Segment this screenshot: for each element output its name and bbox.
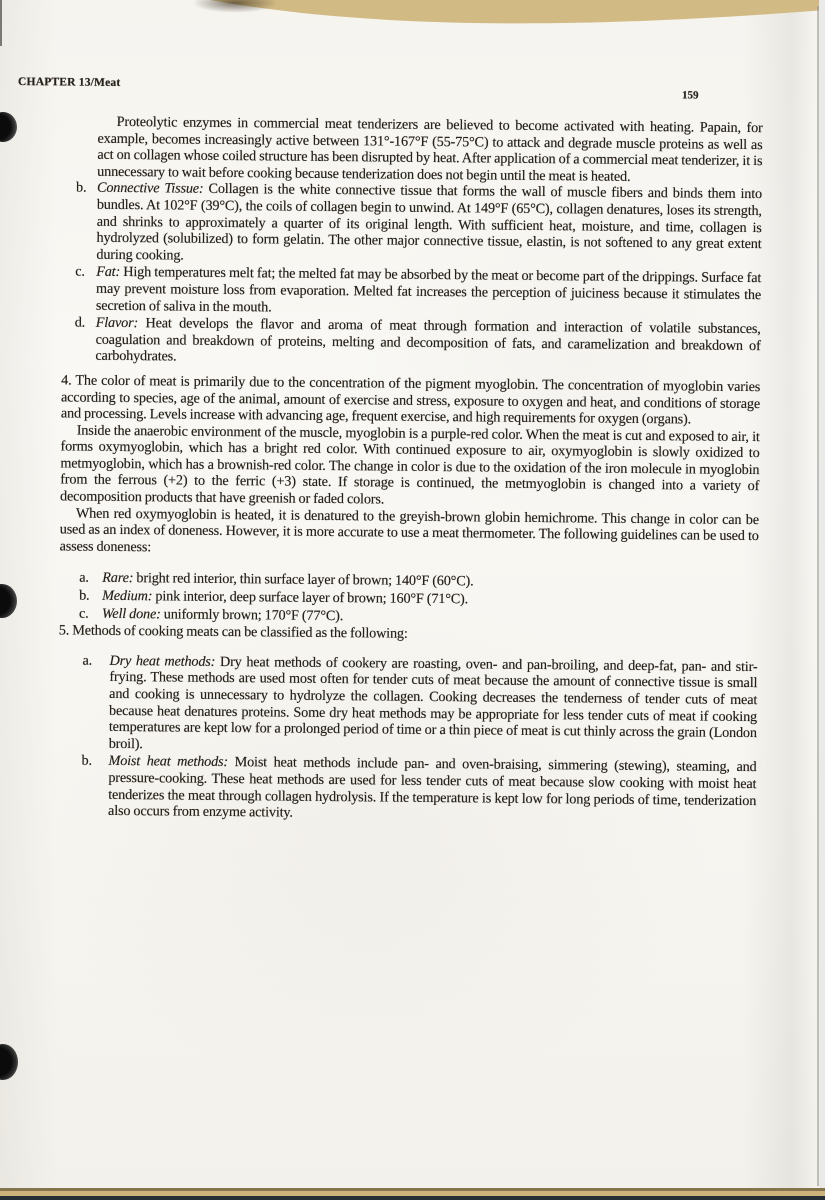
- item-text: [109, 653, 758, 759]
- item-body: Collagen is the white connective tissue that forms the wall of muscle fibers and binds them into bundles. At 102°F (39°C), the coils of collagen begin to unwind. At 149°F (65°C), collagen denatures, loses its strength, and shrinks to approximately a quarter of its original length. With sufficient heat, moisture, and time, collagen is hydrolyzed (solubilized) to form gelatin. The other major connective tissue, elastin, is not softened to any great extent during cooking.: [96, 181, 763, 264]
- item-text: [96, 180, 762, 269]
- paragraph-myoglobin: [61, 372, 760, 428]
- paragraph-anaerobic: Inside the anaerobic environment of the muscle, myoglobin is a purple-red color. When the meat is cut and exposed to air, it forms oxymyoglobin, which has a bright red color. With continued exposure to air, oxymyoglobin is slowly oxidized to metmyoglobin, which has a brownish-red color. The change in color is due to the oxidation of the iron molecule in myoglobin from the ferrous (+2) to the ferric (+3) state. If storage is continued, the metmyoglobin is changed into a variety of decomposition products that have greenish or faded colors.: [60, 422, 760, 508]
- item-label: a.: [79, 570, 89, 587]
- item-lead: Fat:: [96, 264, 121, 281]
- item-body: bright red interior, thin surface layer of brown; 140°F (60°C).: [136, 570, 474, 590]
- list-item-flavor: [74, 315, 760, 371]
- item-label: a.: [82, 652, 93, 669]
- doneness-list: [59, 570, 758, 628]
- paragraph-hemichrome: When red oxymyoglobin is heated, it is denatured to the greyish-brown globin hemichrome. This change in color can be used as an index of doneness. However, it is more accurate to use a meat thermometer. The following guidelines can be used to assess doneness:: [59, 505, 759, 556]
- item-label: b.: [75, 179, 87, 197]
- item-body: Dry heat methods of cookery are roasting, oven- and pan-broiling, and deep-fat, pan- and stir-frying. These methods are used most often for tender cuts of meat because the amount of connective tissue is small and cooking is unnecessary to hydrolyze the collagen. Cooking decreases the tenderness of tender cuts of meat because heat denatures proteins. Some dry heat methods may be appropriate for less tender cuts of meat if cooking temperatures are kept low for a prolonged period of time or a thin piece of meat is cut thinly across the grain (London broil).: [108, 653, 758, 752]
- item-body: Moist heat methods include pan- and oven-braising, simmering (stewing), steaming, and pressure-cooking. These heat methods are used for less tender cuts of meat because slow cooking with moist heat tenderizes the meat through collagen hydrolysis. If the temperature is kept low for long periods of time, tenderization also occurs from enzyme activity.: [108, 754, 757, 821]
- item-label: b.: [81, 752, 92, 770]
- item-label: c.: [78, 605, 89, 622]
- item-lead: Moist heat methods:: [108, 753, 229, 771]
- page-number: 159: [681, 89, 699, 102]
- item-lead: Well done:: [101, 605, 161, 622]
- list-item-moist-heat: [81, 753, 757, 826]
- item-lead: Medium:: [102, 587, 153, 605]
- text-body: [57, 113, 763, 826]
- cooking-methods-list: [57, 652, 758, 826]
- paragraph-proteolytic: Proteolytic enzymes in commercial meat tenderizers are believed to become activated with heating. Papain, for example, becomes increasingly active between 131°-167°F (55-75°C) to attack and degrade muscle proteins as well as act on collagen whose coiled structure has been disrupted by heat. After application of a commercial meat tenderizer, it is unnecessary to wait before cooking because tenderization does not begin until the meat is heated.: [97, 113, 763, 185]
- item-body: High temperatures melt fat; the melted fat may be absorbed by the meat or become part of the drippings. Surface fat may prevent moisture loss from evaporation. Melted fat increases the perception of juiciness because it stimulates the secretion of saliva in the mouth.: [95, 264, 762, 315]
- item-label: c.: [75, 263, 85, 280]
- item-label: 4.: [61, 372, 72, 389]
- numbered-item-4-meat-color: [60, 372, 761, 561]
- list-item-connective-tissue: [75, 180, 762, 270]
- item-lead: Connective Tissue:: [96, 180, 204, 198]
- item-body: Methods of cooking meats can be classified as the following:: [72, 622, 408, 642]
- list-item-dry-heat: [82, 652, 758, 758]
- item-lead: Rare:: [102, 570, 134, 587]
- item-body: The color of meat is primarily due to the concentration of the pigment myoglobin. The concentration of myoglobin varies according to species, age of the animal, amount of exercise and stress, exposure to oxygen and heat, and conditions of storage and processing. Levels increase with advancing age, frequent exercise, and high requirements for oxygen (organs).: [60, 372, 761, 428]
- chapter-header: CHAPTER 13/Meat: [18, 75, 121, 89]
- item-body: pink interior, deep surface layer of brown; 160°F (71°C).: [155, 588, 469, 608]
- item-label: 5.: [58, 622, 70, 639]
- item-text: [96, 264, 761, 320]
- item-text: [108, 753, 757, 826]
- item-body: Heat develops the flavor and aroma of meat through formation and interaction of volatile substances, coagulation and breakdown of proteins, melting and decomposition of fats, and caramelization and breakdown of carbohydrates.: [95, 315, 761, 365]
- item-body: uniformly brown; 170°F (77°C).: [163, 606, 344, 624]
- item-label: b.: [79, 587, 90, 604]
- item-label: d.: [74, 314, 86, 331]
- list-item-fat: [75, 264, 761, 320]
- item-lead: Dry heat methods:: [109, 652, 216, 670]
- item-text: [95, 315, 760, 371]
- item-lead: Flavor:: [95, 314, 139, 332]
